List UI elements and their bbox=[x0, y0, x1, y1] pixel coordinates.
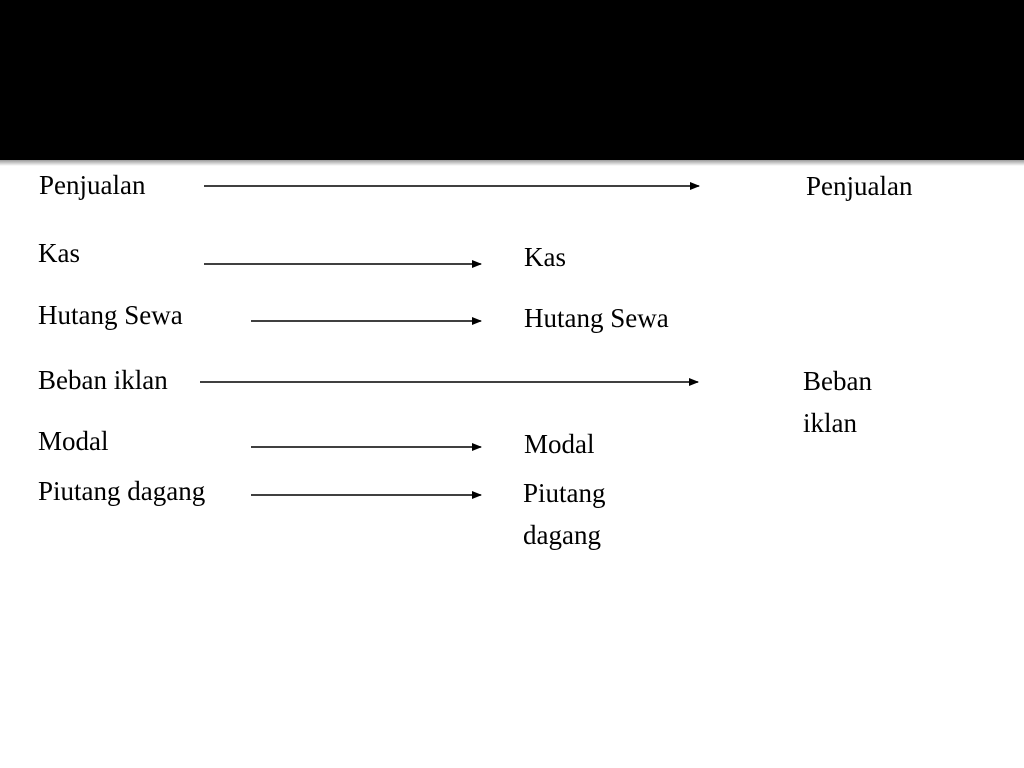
left-label-beban-iklan: Beban iklan bbox=[38, 365, 168, 395]
left-label-penjualan: Penjualan bbox=[39, 170, 146, 200]
middle-label-hutang-sewa: Hutang Sewa bbox=[524, 303, 669, 333]
right-label-penjualan: Penjualan bbox=[806, 171, 913, 201]
left-label-hutang-sewa: Hutang Sewa bbox=[38, 300, 183, 330]
middle-label-piutang-dagang: Piutang dagang bbox=[523, 478, 606, 550]
middle-label-modal: Modal bbox=[524, 429, 595, 459]
left-label-kas: Kas bbox=[38, 238, 80, 268]
left-label-modal: Modal bbox=[38, 426, 109, 456]
middle-label-kas: Kas bbox=[524, 242, 566, 272]
right-label-beban-iklan: Beban iklan bbox=[803, 366, 872, 438]
left-label-piutang-dagang: Piutang dagang bbox=[38, 476, 206, 506]
